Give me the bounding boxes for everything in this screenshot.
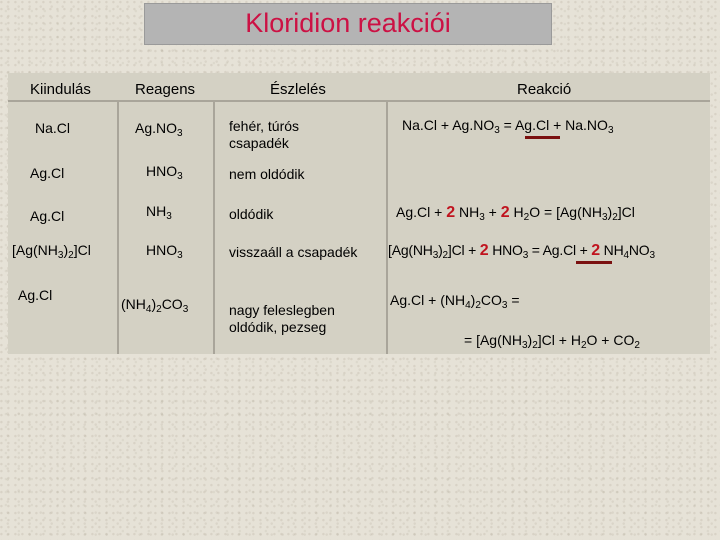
row5-reakcio-line1: $Ag.Cl + (NH_4)_2CO_3$ = (390, 292, 520, 311)
header-kiindulas: Kiindulás (30, 81, 91, 98)
row5-reakcio-line2: = $[Ag(NH_3)_2]Cl + H_2O + CO_2$ (464, 332, 640, 351)
row3-reagens: $NH_3$ (146, 203, 172, 222)
row3-eszleles: oldódik (229, 206, 274, 222)
row5-reagens: $(NH_4)_2CO_3$ (121, 296, 189, 315)
precipitate-underline (576, 261, 612, 264)
page-title: Kloridion reakciói (245, 8, 451, 38)
coefficient: 2 (500, 204, 510, 221)
header-eszleles: Észlelés (270, 81, 326, 98)
row3-kiindulas: Ag.Cl (30, 208, 65, 224)
row1-eszleles: fehér, túrós csapadék (229, 118, 300, 151)
title-box (144, 3, 552, 45)
coefficient: 2 (446, 204, 456, 221)
row1-reagens: $Ag.NO_3$ (135, 120, 183, 139)
row4-reakcio: $[Ag(NH_3)_2]Cl + 2$ $HNO_3 = Ag.Cl + 2$ $NH_4NO_3$ (388, 242, 655, 261)
header-reakcio: Reakció (517, 81, 572, 98)
row4-kiindulas: $[Ag(NH_3)_2]Cl$ (12, 242, 91, 261)
column-divider (386, 100, 388, 354)
header-reagens: Reagens (135, 81, 196, 98)
row4-reagens: $HNO_3$ (146, 242, 183, 261)
row2-reagens: $HNO_3$ (146, 163, 183, 182)
coefficient: 2 (479, 242, 489, 259)
row2-kiindulas: Ag.Cl (30, 165, 65, 181)
row3-reakcio: Ag.Cl + 2 $NH_3 + 2$ $H_2O = [Ag(NH_3)_2]Cl$ (396, 204, 635, 223)
row5-eszleles: nagy feleslegben oldódik, pezseg (229, 302, 335, 335)
coefficient: 2 (591, 242, 600, 259)
underlined-product: Ag.Cl (542, 242, 576, 258)
row1-kiindulas: Na.Cl (35, 120, 71, 136)
row1-reakcio: $Na.Cl + Ag.NO_3 = Ag.Cl + Na.NO_3$ (402, 117, 614, 136)
underlined-product: Ag.Cl (514, 117, 550, 133)
precipitate-underline (525, 136, 560, 139)
row5-kiindulas: Ag.Cl (18, 287, 53, 303)
column-divider (213, 100, 215, 354)
row-divider (8, 100, 710, 102)
row4-eszleles: visszaáll a csapadék (229, 244, 358, 260)
row2-eszleles: nem oldódik (229, 166, 305, 182)
column-divider (117, 100, 119, 354)
